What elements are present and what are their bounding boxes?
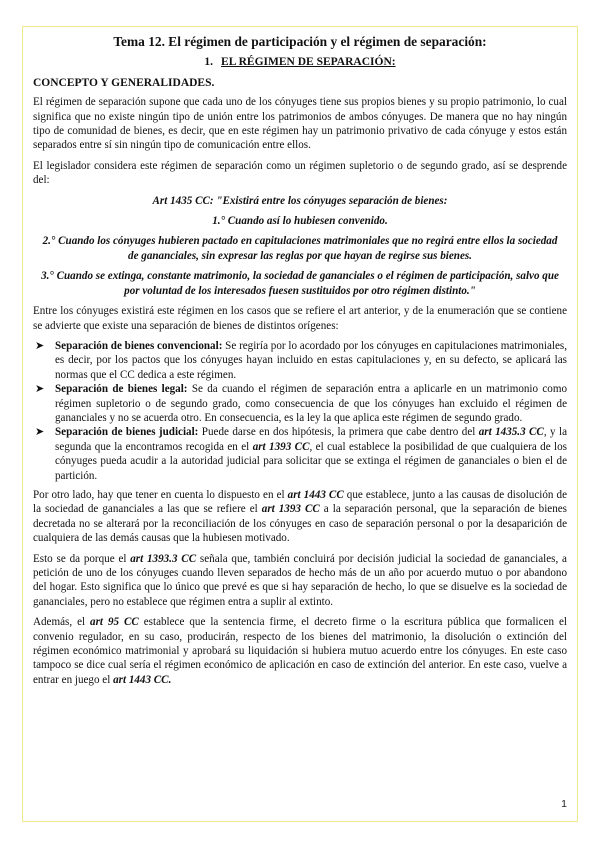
bullet-text: Se da cuando el régimen de separación entra a aplicarle en un matrimonio como régimen supletorio o de segundo grado, como consecuencia de que los cónyuges han excluido el régimen de gananciales y no se acuerda otro. En consecuencia, es la ley la que aplica este régimen de segundo grado. [55,383,568,424]
quote-item-3: 3.° Cuando se extinga, constante matrimonio, la sociedad de gananciales o el régimen de participación, salvo que por voluntad de los interesados fuesen sustituidos por otro régimen distinto." [41,270,559,297]
bullet-text: Puede darse en dos hipótesis, la primera que cabe dentro del [198,426,479,439]
paragraph-text: Además, el [33,616,91,629]
bullet-label: Separación de bienes convencional: [55,339,223,352]
paragraph-3: Entre los cónyuges existirá este régimen en los casos que se refiere el art anterior, y de la enumeración que se contiene se advierte que existe una separación de bienes de distintos orígenes: [33,305,567,332]
document-body [33,35,567,693]
paragraph-1: El régimen de separación supone que cada uno de los cónyuges tiene sus propios bienes y su propio patrimonio, lo cual significa que no existe ningún tipo de unión entre los patrimonios de ambos cónyuges. De manera que no hay ningún tipo de comunidad de bienes, es decir, que en este régimen hay un patrimonio privativo de cada cónyuge y estos están separados entre sí sin ningún tipo de comunicación entre ellos. [33,96,567,152]
paragraph-2: El legislador considera este régimen de separación como un régimen supletorio o de segundo grado, así se desprende del: [33,159,567,187]
paragraph-4 [33,488,567,546]
bullet-item-convencional [33,339,567,382]
subheading: CONCEPTO Y GENERALIDADES. [33,76,215,89]
section-title: EL RÉGIMEN DE SEPARACIÓN: [221,56,396,69]
bullet-item-judicial [33,425,567,483]
bullet-label: Separación de bienes legal: [55,383,188,396]
bullet-text: , el cual establece la posibilidad de que cualquiera de los cónyuges pueda acudir a la autoridad judicial para solicitar que se extinga el régimen de gananciales o bien el de partición. [55,440,567,482]
document-title: Tema 12. El régimen de participación y el régimen de separación: [113,34,487,49]
page-number: 1 [561,798,567,810]
article-reference: art 1393 CC [261,503,320,516]
paragraph-text: Por otro lado, hay que tener en cuenta lo dispuesto en el [33,488,288,501]
bullet-text: Se regiría por lo acordado por los cónyuges en capitulaciones matrimoniales, es decir, por los pactos que los cónyuges hayan incluido en estas capitulaciones y, en su defecto, se aplicará las normas que el CC dedica a este régimen. [55,339,567,381]
quote-article-heading: Art 1435 CC: "Existirá entre los cónyuges separación de bienes: [152,194,448,207]
arrowhead-bullet-icon: ➤ [35,339,45,352]
quote-item-1: 1.° Cuando así lo hubiesen convenido. [212,215,388,228]
paragraph-text: que establece, junto a las causas de disolución de la sociedad de gananciales a las que se refiere el [33,488,567,516]
article-reference: art 1443 CC. [113,673,172,686]
bullet-item-legal [33,382,567,425]
arrowhead-bullet-icon: ➤ [35,426,45,439]
bullet-text: , y la segunda que la encontramos recogida en el [55,426,568,453]
article-reference: art 1435.3 CC [478,426,544,439]
paragraph-text: señala que, también concluirá por decisión judicial la sociedad de gananciales, a petición de uno de los cónyuges cuando lleven separados de hecho más de un año por acuerdo mutuo o por abandono del hogar. Esto significa que lo único que prevé es que si hay separación de hecho, lo que se disuelve es la sociedad de gananciales, pero no establece que régimen entra a suplir al extinto. [33,552,567,608]
article-reference: art 1393 CC [252,440,310,453]
paragraph-5 [33,552,567,610]
quote-item-2: 2.° Cuando los cónyuges hubieren pactado en capitulaciones matrimoniales que no regirá entre ellos la sociedad de gananciales, sin expresar las reglas por que hayan de regirse sus bienes. [42,235,558,262]
bullet-list [33,339,567,483]
article-reference: art 95 CC [90,616,139,629]
paragraph-text: Esto se da porque el [33,552,131,565]
paragraph-6 [33,615,567,687]
arrowhead-bullet-icon: ➤ [35,383,45,396]
bullet-label: Separación de bienes judicial: [55,426,199,439]
article-reference: art 1443 CC [287,488,344,501]
article-reference: art 1393.3 CC [130,552,197,565]
paragraph-text: a la separación personal, que la separación de bienes decretada no se alterará por la reconciliación de los cónyuges en caso de separación personal o por la desaparición de cualquiera de las demás causas que la hubiesen motivado. [33,503,567,545]
paragraph-text: establece que la sentencia firme, el decreto firme o la escritura pública que formalicen el convenio regulador, en su caso, producirán, respecto de los bienes del matrimonio, la disolución o extinción del régimen económico matrimonial y aprobará su liquidación si hubiera mutuo acuerdo entre los cónyuges. En este caso tampoco se dice cual sería el régimen económico de aplicación en caso de extinción del anterior. En este caso, vuelve a entrar en juego el [33,616,567,686]
section-number: 1. [204,56,214,69]
section-heading [33,55,567,69]
